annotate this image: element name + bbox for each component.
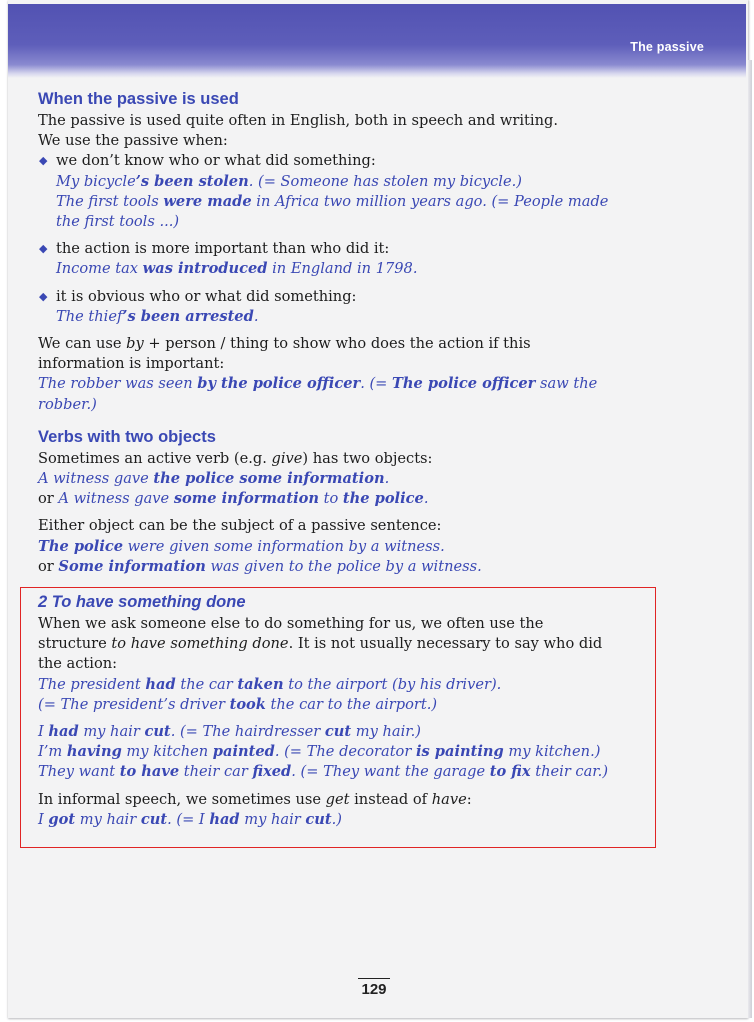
example-line: robber.) [38, 395, 97, 413]
running-head: The passive [630, 40, 704, 54]
main-content [38, 89, 658, 577]
example-line: The president had the car taken to the airport (by his driver). [38, 675, 502, 693]
example-line: The police were given some information by a witness. [38, 537, 445, 555]
bullet-item-obvious-agent [38, 287, 658, 327]
page-edge [748, 60, 752, 1018]
explanation-text: When we ask someone else to do something for us, we often use the [38, 615, 544, 632]
example-line: The thief’s been arrested. [56, 307, 259, 325]
diamond-bullet-icon: ◆ [39, 242, 48, 256]
bullet-text: we don’t know who or what did something: [56, 152, 376, 170]
diamond-bullet-icon: ◆ [39, 154, 48, 168]
section-heading-have-something-done: 2 To have something done [38, 593, 246, 611]
two-objects-text: Sometimes an active verb (e.g. give) has two objects: [38, 449, 433, 467]
explanation-text: structure to have something done. It is not usually necessary to say who did [38, 635, 603, 653]
example-line: They want to have their car fixed. (= They want the garage to fix their car.) [38, 763, 609, 781]
example-line: The robber was seen by the police officer. (= The police officer saw the [38, 375, 598, 393]
intro-line-2: We use the passive when: [38, 132, 228, 150]
diamond-bullet-icon: ◆ [39, 289, 48, 303]
example-line: A witness gave the police some information. [38, 470, 390, 488]
subject-text: Either object can be the subject of a passive sentence: [38, 517, 442, 535]
bullet-text: it is obvious who or what did something: [56, 287, 357, 305]
example-line: I’m having my kitchen painted. (= The decorator is painting my kitchen.) [38, 743, 601, 761]
informal-text: In informal speech, we sometimes use get instead of have: [38, 790, 472, 808]
example-line: I got my hair cut. (= I had my hair cut.) [38, 810, 342, 828]
example-line: or Some information was given to the police by a witness. [38, 557, 482, 575]
intro-line-1: The passive is used quite often in English, both in speech and writing. [38, 112, 558, 129]
bullet-item-action-important [38, 239, 658, 279]
have-something-done-section [38, 592, 648, 830]
by-agent-text: We can use by + person / thing to show who does the action if this [38, 335, 531, 353]
by-agent-text: information is important: [38, 355, 225, 373]
section-heading-passive-used: When the passive is used [38, 90, 239, 108]
section-heading-two-objects: Verbs with two objects [38, 427, 216, 446]
bullet-item-unknown-agent [38, 151, 658, 232]
example-line: I had my hair cut. (= The hairdresser cut my hair.) [38, 723, 421, 741]
page-number: 129 [358, 978, 390, 998]
explanation-text: the action: [38, 655, 118, 673]
bullet-text: the action is more important than who did it: [56, 240, 390, 258]
example-line: (= The president’s driver took the car to the airport.) [38, 695, 438, 713]
example-line: The first tools were made in Africa two million years ago. (= People made [56, 192, 609, 210]
header-band [8, 4, 746, 78]
example-line: Income tax was introduced in England in 1798. [56, 260, 418, 278]
example-line: the first tools ...) [56, 213, 180, 231]
example-line: My bicycle’s been stolen. (= Someone has stolen my bicycle.) [56, 172, 522, 190]
example-line: or A witness gave some information to the police. [38, 490, 429, 508]
